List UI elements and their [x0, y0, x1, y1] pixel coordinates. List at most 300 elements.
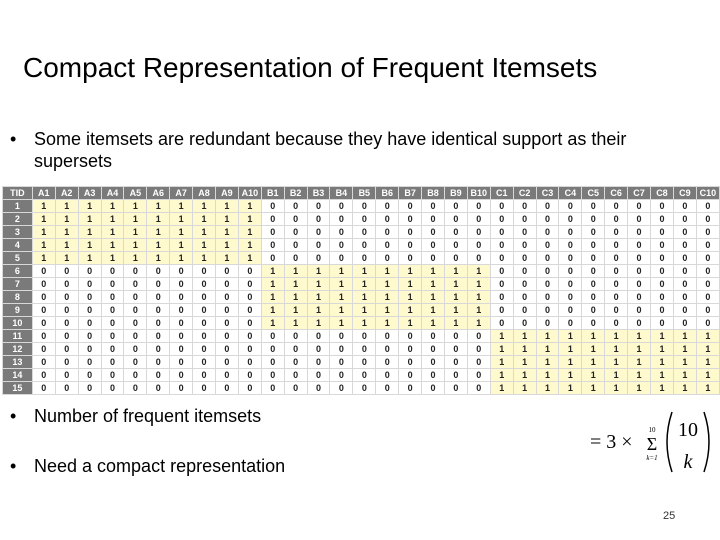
table-cell: 0 [376, 200, 399, 213]
table-cell: 0 [513, 304, 536, 317]
table-cell: 0 [696, 304, 719, 317]
table-cell: 0 [170, 304, 193, 317]
table-cell: 0 [422, 343, 445, 356]
column-header: A8 [193, 187, 216, 200]
row-tid: 3 [3, 226, 33, 239]
table-cell: 1 [651, 330, 674, 343]
table-cell: 0 [78, 343, 101, 356]
table-cell: 0 [605, 200, 628, 213]
table-cell: 1 [215, 213, 238, 226]
table-cell: 1 [170, 226, 193, 239]
table-cell: 0 [101, 304, 124, 317]
table-cell: 1 [261, 278, 284, 291]
table-cell: 0 [353, 356, 376, 369]
column-header: C8 [651, 187, 674, 200]
table-cell: 0 [536, 291, 559, 304]
table-cell: 0 [673, 291, 696, 304]
table-cell: 0 [536, 252, 559, 265]
bottom-bullet-list [10, 405, 570, 505]
table-cell: 0 [673, 226, 696, 239]
table-cell: 0 [32, 330, 55, 343]
table-cell: 0 [330, 369, 353, 382]
page-number: 25 [663, 510, 676, 522]
table-cell: 0 [490, 239, 513, 252]
table-cell: 1 [307, 291, 330, 304]
table-cell: 0 [147, 304, 170, 317]
sum-lower-limit: k=1 [646, 454, 658, 462]
table-cell: 0 [330, 356, 353, 369]
bullet-redundant-itemsets [10, 128, 650, 172]
table-cell: 0 [307, 200, 330, 213]
table-cell: 0 [559, 278, 582, 291]
table-cell: 0 [559, 213, 582, 226]
table-cell: 0 [376, 239, 399, 252]
table-cell: 1 [147, 252, 170, 265]
table-row [3, 213, 720, 226]
table-cell: 0 [147, 278, 170, 291]
table-cell: 0 [193, 291, 216, 304]
bullet-marker: • [10, 456, 17, 476]
column-header: C5 [582, 187, 605, 200]
table-cell: 1 [673, 382, 696, 395]
table-cell: 0 [101, 369, 124, 382]
table-cell: 0 [32, 265, 55, 278]
table-cell: 0 [32, 343, 55, 356]
table-cell: 0 [101, 265, 124, 278]
table-cell: 0 [559, 317, 582, 330]
table-cell: 1 [124, 200, 147, 213]
table-cell: 0 [536, 226, 559, 239]
table-cell: 1 [170, 200, 193, 213]
table-cell: 1 [444, 304, 467, 317]
table-cell: 0 [101, 330, 124, 343]
table-cell: 1 [444, 265, 467, 278]
table-cell: 1 [651, 356, 674, 369]
table-cell: 0 [559, 252, 582, 265]
table-cell: 0 [673, 213, 696, 226]
table-cell: 0 [32, 304, 55, 317]
table-cell: 1 [124, 239, 147, 252]
bullet-compact-representation [10, 455, 570, 477]
table-cell: 1 [605, 330, 628, 343]
table-cell: 0 [147, 291, 170, 304]
table-cell: 1 [32, 226, 55, 239]
table-cell: 1 [32, 239, 55, 252]
table-cell: 1 [399, 265, 422, 278]
table-cell: 0 [513, 252, 536, 265]
table-cell: 1 [513, 382, 536, 395]
column-header: B4 [330, 187, 353, 200]
table-cell: 0 [55, 317, 78, 330]
table-cell: 1 [55, 252, 78, 265]
table-cell: 1 [376, 291, 399, 304]
table-cell: 1 [559, 369, 582, 382]
row-tid: 9 [3, 304, 33, 317]
table-cell: 0 [124, 356, 147, 369]
table-cell: 0 [124, 304, 147, 317]
table-cell: 1 [582, 356, 605, 369]
table-cell: 1 [467, 317, 490, 330]
table-cell: 0 [696, 213, 719, 226]
table-cell: 0 [605, 252, 628, 265]
table-cell: 1 [215, 200, 238, 213]
table-cell: 1 [399, 317, 422, 330]
table-row [3, 200, 720, 213]
table-cell: 0 [284, 226, 307, 239]
column-header: A1 [32, 187, 55, 200]
table-cell: 0 [444, 239, 467, 252]
table-cell: 0 [628, 278, 651, 291]
table-cell: 1 [261, 265, 284, 278]
table-cell: 0 [513, 291, 536, 304]
table-cell: 1 [307, 278, 330, 291]
table-cell: 1 [353, 278, 376, 291]
table-cell: 0 [147, 382, 170, 395]
table-cell: 1 [353, 317, 376, 330]
table-cell: 0 [399, 343, 422, 356]
table-cell: 0 [124, 278, 147, 291]
table-cell: 0 [628, 317, 651, 330]
table-cell: 0 [696, 291, 719, 304]
binomial-left-paren [667, 412, 672, 472]
table-cell: 0 [101, 382, 124, 395]
table-cell: 1 [399, 291, 422, 304]
table-cell: 1 [422, 265, 445, 278]
row-tid: 12 [3, 343, 33, 356]
table-cell: 0 [330, 330, 353, 343]
table-cell: 0 [422, 382, 445, 395]
table-cell: 1 [422, 304, 445, 317]
table-cell: 0 [238, 382, 261, 395]
column-header: B9 [444, 187, 467, 200]
table-cell: 0 [513, 278, 536, 291]
table-cell: 0 [147, 369, 170, 382]
table-cell: 1 [353, 265, 376, 278]
table-cell: 0 [147, 343, 170, 356]
column-header: A6 [147, 187, 170, 200]
table-cell: 0 [78, 356, 101, 369]
table-cell: 0 [55, 304, 78, 317]
table-cell: 0 [582, 226, 605, 239]
table-cell: 0 [673, 200, 696, 213]
table-cell: 0 [467, 369, 490, 382]
table-cell: 1 [490, 343, 513, 356]
table-cell: 1 [284, 265, 307, 278]
table-cell: 1 [651, 382, 674, 395]
column-header: B7 [399, 187, 422, 200]
row-tid: 15 [3, 382, 33, 395]
table-cell: 0 [673, 239, 696, 252]
table-cell: 0 [422, 252, 445, 265]
table-cell: 0 [261, 239, 284, 252]
table-cell: 0 [651, 226, 674, 239]
table-cell: 0 [170, 343, 193, 356]
table-cell: 0 [215, 369, 238, 382]
table-cell: 0 [101, 291, 124, 304]
table-cell: 0 [147, 265, 170, 278]
table-cell: 0 [32, 382, 55, 395]
formula-coefficient: = 3 × [590, 431, 633, 453]
table-cell: 0 [32, 356, 55, 369]
table-cell: 1 [284, 317, 307, 330]
table-cell: 1 [32, 213, 55, 226]
table-cell: 0 [330, 382, 353, 395]
table-cell: 0 [101, 317, 124, 330]
table-cell: 0 [513, 213, 536, 226]
table-cell: 0 [353, 239, 376, 252]
table-cell: 0 [651, 304, 674, 317]
table-cell: 1 [490, 356, 513, 369]
table-cell: 0 [444, 382, 467, 395]
table-cell: 0 [170, 369, 193, 382]
column-header: B6 [376, 187, 399, 200]
table-cell: 0 [696, 239, 719, 252]
table-cell: 0 [78, 304, 101, 317]
table-cell: 1 [559, 382, 582, 395]
table-cell: 0 [513, 239, 536, 252]
table-cell: 0 [353, 213, 376, 226]
table-cell: 0 [78, 317, 101, 330]
table-cell: 1 [55, 239, 78, 252]
table-cell: 0 [55, 382, 78, 395]
table-cell: 1 [55, 213, 78, 226]
table-cell: 0 [238, 291, 261, 304]
bullet-marker: • [10, 129, 17, 149]
table-cell: 0 [399, 356, 422, 369]
table-cell: 0 [193, 356, 216, 369]
table-cell: 1 [582, 343, 605, 356]
table-cell: 0 [147, 330, 170, 343]
table-cell: 0 [582, 291, 605, 304]
table-cell: 0 [651, 291, 674, 304]
row-tid: 2 [3, 213, 33, 226]
table-cell: 0 [536, 278, 559, 291]
table-cell: 1 [422, 278, 445, 291]
table-cell: 0 [605, 239, 628, 252]
table-cell: 0 [536, 317, 559, 330]
table-cell: 0 [55, 278, 78, 291]
table-cell: 0 [628, 239, 651, 252]
binomial-top: 10 [678, 419, 698, 441]
table-cell: 1 [330, 317, 353, 330]
table-cell: 0 [536, 265, 559, 278]
table-cell: 0 [422, 200, 445, 213]
table-cell: 1 [444, 291, 467, 304]
table-cell: 1 [147, 239, 170, 252]
table-cell: 1 [582, 330, 605, 343]
table-cell: 1 [536, 343, 559, 356]
column-header: B3 [307, 187, 330, 200]
table-row [3, 226, 720, 239]
table-cell: 0 [376, 330, 399, 343]
row-tid: 5 [3, 252, 33, 265]
table-cell: 1 [696, 382, 719, 395]
table-cell: 0 [673, 304, 696, 317]
table-cell: 1 [78, 252, 101, 265]
itemset-count-formula [588, 408, 718, 476]
table-cell: 0 [193, 278, 216, 291]
table-cell: 0 [147, 317, 170, 330]
column-header: B2 [284, 187, 307, 200]
table-cell: 1 [582, 382, 605, 395]
table-cell: 1 [582, 369, 605, 382]
table-cell: 1 [628, 369, 651, 382]
table-cell: 0 [605, 291, 628, 304]
table-cell: 0 [559, 200, 582, 213]
table-cell: 0 [238, 278, 261, 291]
table-cell: 0 [513, 317, 536, 330]
table-cell: 0 [490, 291, 513, 304]
table-row [3, 239, 720, 252]
table-cell: 0 [32, 317, 55, 330]
table-cell: 1 [444, 317, 467, 330]
table-cell: 0 [467, 382, 490, 395]
column-header: C1 [490, 187, 513, 200]
table-cell: 0 [215, 304, 238, 317]
table-cell: 1 [696, 356, 719, 369]
table-cell: 0 [32, 278, 55, 291]
table-cell: 0 [559, 291, 582, 304]
table-cell: 0 [536, 239, 559, 252]
table-cell: 0 [628, 265, 651, 278]
table-cell: 0 [307, 330, 330, 343]
table-cell: 0 [55, 265, 78, 278]
table-cell: 1 [78, 213, 101, 226]
table-cell: 0 [582, 304, 605, 317]
table-row [3, 382, 720, 395]
table-cell: 0 [536, 304, 559, 317]
table-cell: 0 [376, 382, 399, 395]
table-cell: 0 [353, 330, 376, 343]
table-cell: 1 [170, 252, 193, 265]
column-header: A5 [124, 187, 147, 200]
table-cell: 0 [170, 356, 193, 369]
table-cell: 0 [582, 239, 605, 252]
table-cell: 1 [261, 291, 284, 304]
table-cell: 1 [651, 343, 674, 356]
table-cell: 0 [399, 330, 422, 343]
table-cell: 1 [605, 369, 628, 382]
table-cell: 0 [284, 356, 307, 369]
table-cell: 0 [124, 330, 147, 343]
table-cell: 0 [399, 382, 422, 395]
table-cell: 1 [628, 330, 651, 343]
table-cell: 0 [261, 200, 284, 213]
table-cell: 1 [651, 369, 674, 382]
column-header: B5 [353, 187, 376, 200]
table-cell: 1 [628, 382, 651, 395]
table-cell: 0 [284, 369, 307, 382]
table-cell: 1 [696, 330, 719, 343]
table-cell: 0 [467, 343, 490, 356]
table-cell: 0 [193, 330, 216, 343]
table-cell: 0 [193, 369, 216, 382]
table-cell: 1 [696, 369, 719, 382]
table-cell: 0 [101, 278, 124, 291]
table-cell: 0 [284, 200, 307, 213]
table-cell: 0 [467, 252, 490, 265]
table-cell: 1 [261, 304, 284, 317]
table-cell: 1 [376, 304, 399, 317]
table-cell: 1 [628, 343, 651, 356]
table-cell: 1 [307, 265, 330, 278]
table-cell: 1 [32, 252, 55, 265]
table-cell: 0 [422, 239, 445, 252]
table-cell: 1 [376, 317, 399, 330]
table-row [3, 343, 720, 356]
table-cell: 0 [513, 200, 536, 213]
column-header: B8 [422, 187, 445, 200]
table-row [3, 330, 720, 343]
table-cell: 0 [467, 226, 490, 239]
table-cell: 1 [399, 278, 422, 291]
row-tid: 8 [3, 291, 33, 304]
table-cell: 1 [238, 213, 261, 226]
table-cell: 1 [215, 239, 238, 252]
table-cell: 0 [696, 226, 719, 239]
row-tid: 6 [3, 265, 33, 278]
table-cell: 1 [101, 252, 124, 265]
table-cell: 0 [628, 304, 651, 317]
table-cell: 0 [490, 213, 513, 226]
table-cell: 1 [330, 278, 353, 291]
table-cell: 1 [513, 356, 536, 369]
table-row [3, 356, 720, 369]
table-cell: 0 [353, 369, 376, 382]
table-cell: 0 [32, 369, 55, 382]
row-tid: 10 [3, 317, 33, 330]
table-cell: 1 [147, 200, 170, 213]
table-cell: 0 [376, 343, 399, 356]
table-cell: 1 [193, 226, 216, 239]
table-cell: 1 [284, 304, 307, 317]
table-cell: 1 [193, 213, 216, 226]
column-header: C4 [559, 187, 582, 200]
table-cell: 0 [193, 343, 216, 356]
table-cell: 1 [513, 330, 536, 343]
table-cell: 0 [582, 200, 605, 213]
table-cell: 1 [238, 239, 261, 252]
table-cell: 0 [215, 330, 238, 343]
table-cell: 0 [628, 252, 651, 265]
table-cell: 0 [193, 382, 216, 395]
table-cell: 1 [284, 291, 307, 304]
table-cell: 0 [490, 278, 513, 291]
table-cell: 0 [376, 213, 399, 226]
table-cell: 0 [284, 239, 307, 252]
table-cell: 0 [490, 304, 513, 317]
table-cell: 0 [559, 304, 582, 317]
binomial-right-paren [704, 412, 709, 472]
table-cell: 1 [376, 265, 399, 278]
table-cell: 1 [673, 343, 696, 356]
row-tid: 11 [3, 330, 33, 343]
sum-symbol: Σ [646, 434, 658, 454]
table-cell: 0 [55, 291, 78, 304]
table-cell: 0 [399, 213, 422, 226]
table-cell: 0 [307, 252, 330, 265]
table-cell: 0 [215, 278, 238, 291]
table-cell: 0 [422, 330, 445, 343]
table-cell: 0 [215, 317, 238, 330]
table-cell: 0 [605, 317, 628, 330]
table-cell: 0 [605, 226, 628, 239]
table-cell: 0 [536, 213, 559, 226]
table-cell: 0 [78, 382, 101, 395]
table-cell: 1 [513, 369, 536, 382]
table-cell: 0 [261, 356, 284, 369]
table-cell: 0 [651, 265, 674, 278]
